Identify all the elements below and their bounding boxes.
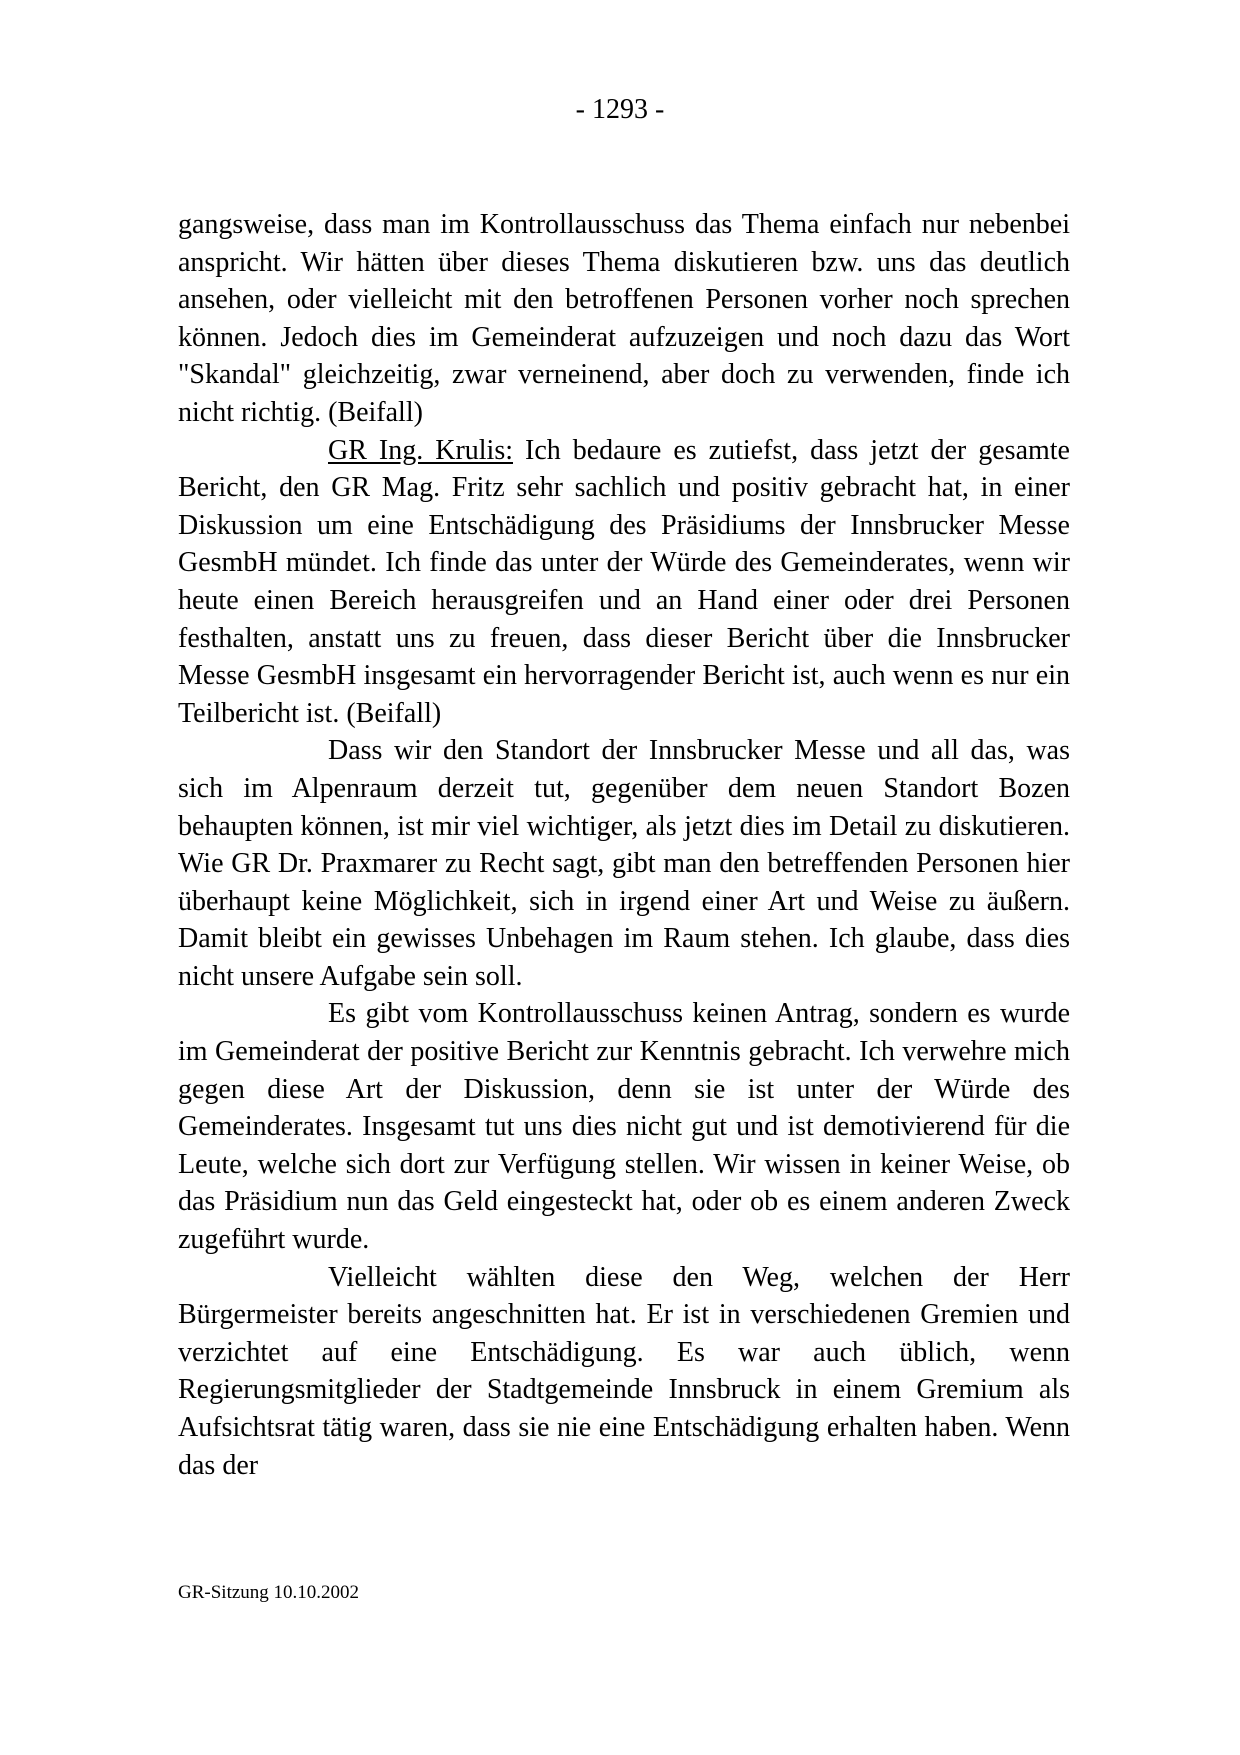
paragraph-text: Ich bedaure es zutiefst, dass jetzt der gesamte Bericht, den GR Mag. Fritz sehr sachlich und positiv gebracht hat, in einer Diskussion um eine Entschädigung des Präsidiums der Innsbrucker Messe GesmbH mündet. Ich finde das unter der Würde des Gemeinderates, wenn wir heute einen Bereich herausgreifen und an Hand einer oder drei Personen festhalten, anstatt uns zu freuen, dass dieser Bericht über die Innsbrucker Messe GesmbH insgesamt ein hervorragender Bericht ist, auch wenn es nur ein Teilbericht ist. (Beifall) xyxy=(178,434,1070,729)
paragraph-continuation xyxy=(178,206,1070,432)
paragraph xyxy=(178,732,1070,995)
paragraph-text: gangsweise, dass man im Kontrollausschuss das Thema einfach nur nebenbei anspricht. Wir hätten über dieses Thema diskutieren bzw. uns das deutlich ansehen, oder vielleicht mit den betroffenen Personen vorher noch sprechen können. Jedoch dies im Gemeinderat aufzuzeigen und noch dazu das Wort "Skandal" gleichzeitig, zwar verneinend, aber doch zu verwenden, finde ich nicht richtig. (Beifall) xyxy=(178,209,1070,428)
page-number: - 1293 - xyxy=(575,94,665,125)
speaker-name: GR Ing. Krulis: xyxy=(328,434,513,466)
paragraph xyxy=(178,1259,1070,1485)
paragraph-text: Vielleicht wählten diese den Weg, welchen der Herr Bürgermeister bereits angeschnitten hat. Er ist in verschiedenen Gremien und verzichtet auf eine Entschädigung. Es war auch üblich, wenn Regierungsmitglieder der Stadtgemeinde Innsbruck in einem Gremium als Aufsichtsrat tätig waren, dass sie nie eine Entschädigung erhalten haben. Wenn das der xyxy=(178,1261,1070,1481)
footer-session-date: GR-Sitzung 10.10.2002 xyxy=(178,1582,360,1603)
document-body xyxy=(178,206,1070,1484)
paragraph xyxy=(178,995,1070,1258)
paragraph-speech xyxy=(178,432,1070,733)
paragraph-text: Es gibt vom Kontrollausschuss keinen Antrag, sondern es wurde im Gemeinderat der positive Bericht zur Kenntnis gebracht. Ich verwehre mich gegen diese Art der Diskussion, denn sie ist unter der Würde des Gemeinderates. Insgesamt tut uns dies nicht gut und ist demotivierend für die Leute, welche sich dort zur Verfügung stellen. Wir wissen in keiner Weise, ob das Präsidium nun das Geld eingesteckt hat, oder ob es einem anderen Zweck zugeführt wurde. xyxy=(178,998,1070,1256)
paragraph-text: Dass wir den Standort der Innsbrucker Messe und all das, was sich im Alpenraum derzeit tut, gegenüber dem neuen Standort Bozen behaupten können, ist mir viel wichtiger, als jetzt dies im Detail zu diskutieren. Wie GR Dr. Praxmarer zu Recht sagt, gibt man den betreffenden Personen hier überhaupt keine Möglichkeit, sich in irgend einer Art und Weise zu äußern. Damit bleibt ein gewisses Unbehagen im Raum stehen. Ich glaube, dass dies nicht unsere Aufgabe sein soll. xyxy=(178,735,1070,992)
